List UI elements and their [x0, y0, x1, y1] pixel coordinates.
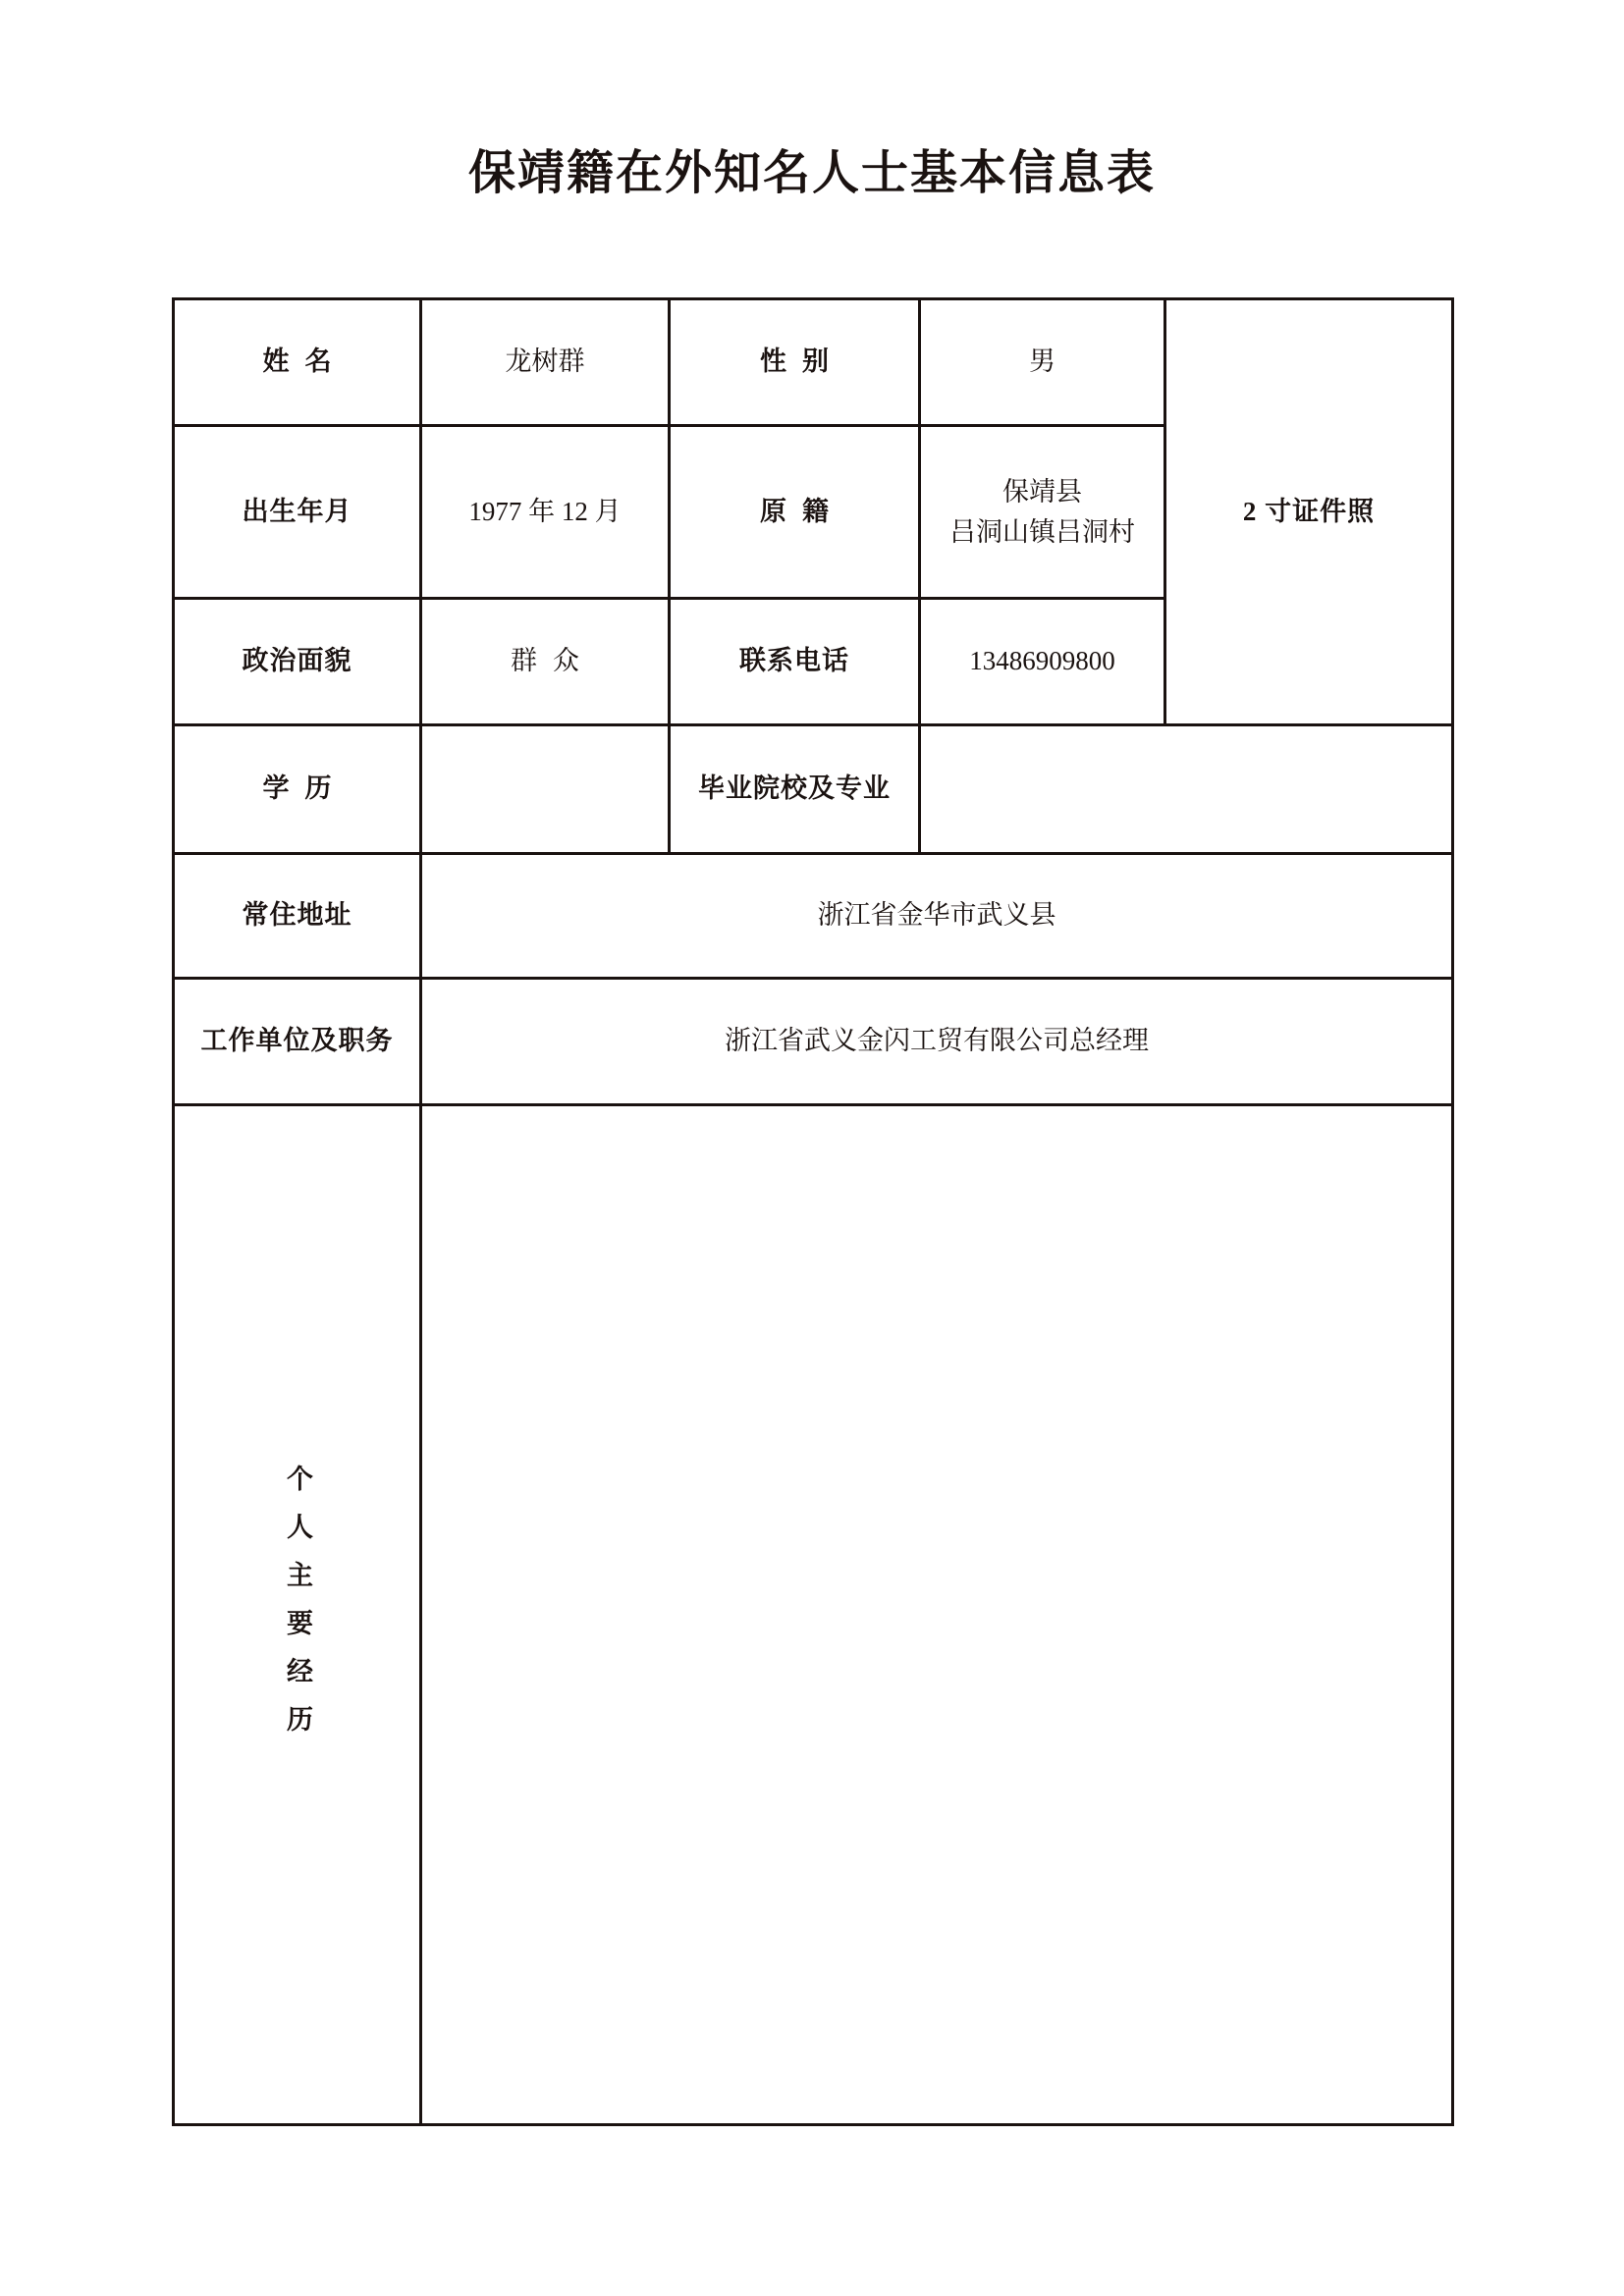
page-title: 保靖籍在外知名人士基本信息表	[467, 147, 1156, 199]
label-origin: 原籍	[670, 426, 920, 599]
table-row-name	[174, 299, 1453, 426]
label-employer-position: 工作单位及职务	[174, 979, 421, 1105]
label-school-major: 毕业院校及专业	[670, 725, 920, 854]
label-personal-experience-text: 个人主要经历	[283, 1465, 312, 1754]
label-residence-address: 常住地址	[174, 854, 421, 979]
value-residence-address[interactable]: 浙江省金华市武义县	[421, 854, 1453, 979]
value-origin-line2: 吕洞山镇吕洞村	[949, 516, 1135, 547]
value-personal-experience[interactable]	[421, 1105, 1453, 2125]
table-row-experience	[174, 1105, 1453, 2125]
label-gender: 性别	[670, 299, 920, 426]
value-origin[interactable]	[920, 426, 1165, 599]
table-row-education	[174, 725, 1453, 854]
label-political-status: 政治面貌	[174, 599, 421, 725]
photo-placeholder-cell[interactable]: 2 寸证件照	[1165, 299, 1453, 725]
label-name: 姓名	[174, 299, 421, 426]
label-phone: 联系电话	[670, 599, 920, 725]
table-row-address	[174, 854, 1453, 979]
label-birth-date: 出生年月	[174, 426, 421, 599]
value-school-major[interactable]	[920, 725, 1453, 854]
label-education: 学历	[174, 725, 421, 854]
personal-info-table	[172, 297, 1454, 2126]
value-employer-position[interactable]: 浙江省武义金闪工贸有限公司总经理	[421, 979, 1453, 1105]
value-political-status[interactable]: 群众	[421, 599, 670, 725]
value-origin-line1: 保靖县	[1002, 477, 1082, 507]
value-name[interactable]: 龙树群	[421, 299, 670, 426]
value-birth-date[interactable]: 1977 年 12 月	[421, 426, 670, 599]
value-gender[interactable]: 男	[920, 299, 1165, 426]
value-phone[interactable]: 13486909800	[920, 599, 1165, 725]
table-row-employer	[174, 979, 1453, 1105]
label-personal-experience	[174, 1105, 421, 2125]
value-education[interactable]	[421, 725, 670, 854]
